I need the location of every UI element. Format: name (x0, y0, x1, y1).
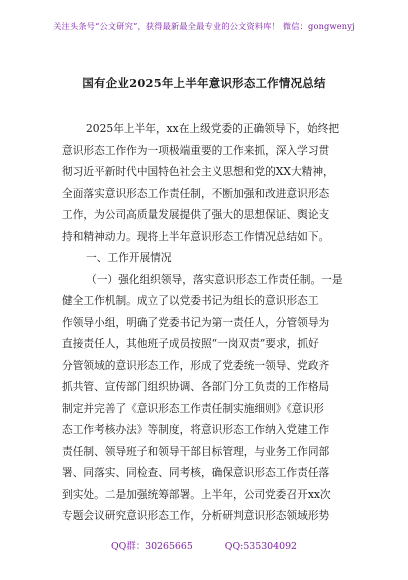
paragraph-line: 署、同落实、同检查、同考核，确保意识形态工作责任落 (62, 466, 330, 479)
paragraph-line: 2025年上半年，xx在上级党委的正确领导下，始终把 (86, 122, 340, 135)
document-title: 国有企业2025年上半年意识形态工作情况总结 (82, 76, 326, 90)
footer-contact (0, 538, 408, 552)
paragraph-line: 抓共管、宣传部门组织协调、各部门分工负责的工作格局 (62, 380, 330, 393)
paragraph-line: 健全工作机制。成立了以党委书记为组长的意识形态工 (62, 294, 319, 307)
section-heading: 一、工作开展情况 (86, 251, 172, 264)
paragraph-line: 工作，为公司高质量发展提供了强大的思想保证、舆论支 (62, 208, 330, 221)
paragraph-line: 全面落实意识形态工作责任制，不断加强和改进意识形态 (62, 186, 330, 200)
paragraph-line: 专题会议研究意识形态工作，分析研判意识形态领域形势 (62, 509, 330, 522)
paragraph-line: 持和精神动力。现将上半年意识形态工作情况总结如下。 (62, 229, 330, 243)
header-banner: 关注头条号“公文研究”，获得最新最全最专业的公文资料库！ 微信：gongwenyj (53, 21, 355, 31)
qq-group-number: QQ群：30265665 (110, 541, 193, 552)
qq-number: QQ:535304092 (224, 541, 298, 552)
paragraph-line: 彻习近平新时代中国特色社会主义思想和党的XX大精神， (62, 165, 334, 178)
paragraph-line: 到实处。二是加强统筹部署。上半年，公司党委召开xx次 (62, 487, 331, 501)
paragraph-line: （一）强化组织领导，落实意识形态工作责任制。一是 (86, 272, 343, 286)
paragraph-line: 直接责任人，其他班子成员按照“一岗双责”要求，抓好 (62, 337, 319, 350)
paragraph-line: 分管领域的意识形态工作，形成了党委统一领导、党政齐 (62, 358, 330, 372)
paragraph-line: 作领导小组，明确了党委书记为第一责任人，分管领导为 (62, 315, 330, 329)
paragraph-line: 制定并完善了《意识形态工作责任制实施细则》《意识形 (62, 401, 324, 415)
paragraph-line: 态工作考核办法》等制度，将意识形态工作纳入党建工作 (62, 423, 330, 436)
paragraph-line: 意识形态工作作为一项极端重要的工作来抓，深入学习贯 (62, 143, 330, 157)
paragraph-line: 责任制、领导班子和领导干部目标管理，与业务工作同部 (62, 444, 330, 458)
